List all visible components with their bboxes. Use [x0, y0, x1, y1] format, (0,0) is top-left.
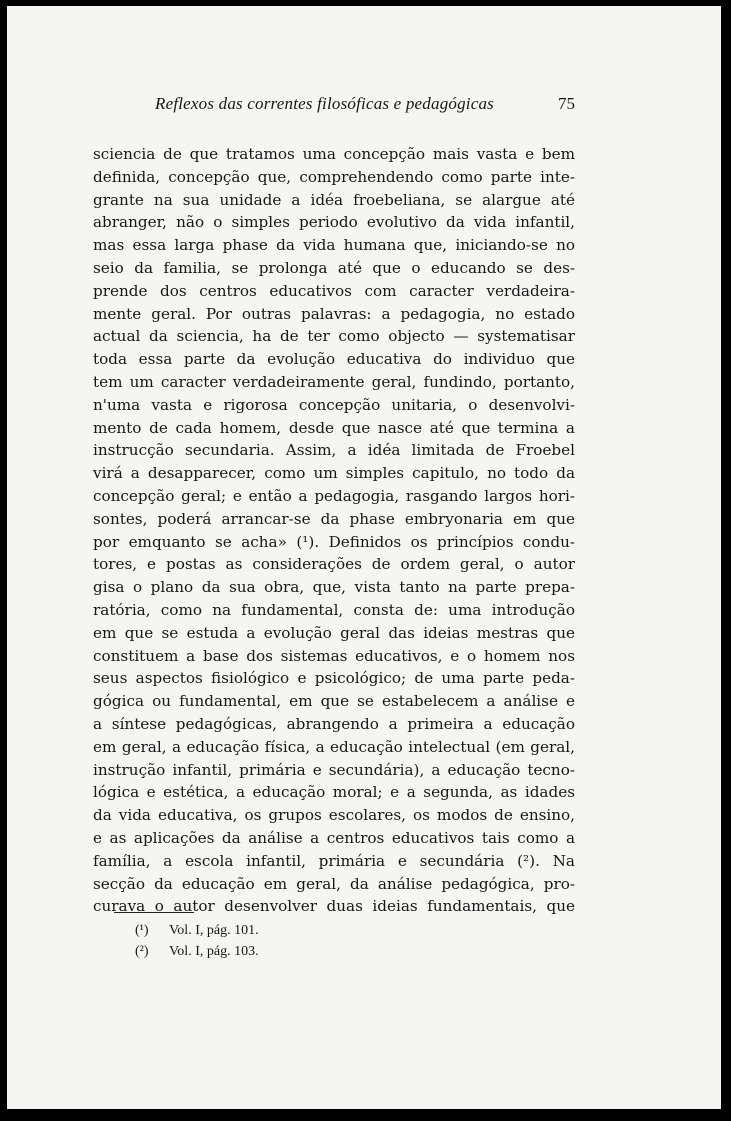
text-line: virá a desapparecer, como um simples capitulo, no todo da [93, 464, 575, 483]
book-page [7, 6, 721, 1109]
text-line: grante na sua unidade a idéa froebeliana, se alargue até [93, 190, 575, 209]
footnote-marker: (²) [135, 944, 149, 959]
footnote [135, 941, 259, 962]
footnote-text: Vol. I, pág. 103. [169, 944, 259, 959]
text-line: e as aplicações da análise a centros educativos tais como a [93, 828, 575, 847]
text-line: em geral, a educação física, a educação intelectual (em geral, [93, 737, 575, 756]
text-line: instrucção secundaria. Assim, a idéa limitada de Froebel [93, 441, 575, 460]
text-line: em que se estuda a evolução geral das ideias mestras que [93, 623, 575, 642]
text-line: da vida educativa, os grupos escolares, os modos de ensino, [93, 806, 575, 825]
footnote-marker: (¹) [135, 923, 149, 938]
running-head [93, 94, 575, 118]
text-line: a síntese pedagógicas, abrangendo a primeira a educação [93, 714, 575, 733]
footnotes [135, 920, 259, 962]
text-line: lógica e estética, a educação moral; e a segunda, as idades [93, 783, 575, 802]
body-text [93, 143, 575, 918]
text-line: gisa o plano da sua obra, que, vista tanto na parte prepa- [93, 578, 575, 597]
text-line: por emquanto se acha» (¹). Definidos os princípios condu- [93, 532, 575, 551]
page-number: 75 [558, 94, 575, 113]
text-line: actual da sciencia, ha de ter como objecto — systematisar [93, 327, 575, 346]
text-line: tores, e postas as considerações de ordem geral, o autor [93, 555, 575, 574]
text-line: n'uma vasta e rigorosa concepção unitaria, o desenvolvi- [93, 395, 575, 414]
text-line: definida, concepção que, comprehendendo como parte inte- [93, 167, 575, 186]
text-line: mente geral. Por outras palavras: a pedagogia, no estado [93, 304, 575, 323]
text-line: concepção geral; e então a pedagogia, rasgando largos hori- [93, 486, 575, 505]
text-line: gógica ou fundamental, em que se estabelecem a análise e [93, 692, 575, 711]
text-line: tem um caracter verdadeiramente geral, fundindo, portanto, [93, 372, 575, 391]
text-line: curava o autor desenvolver duas ideias fundamentais, que [93, 897, 575, 916]
text-line: toda essa parte da evolução educativa do individuo que [93, 350, 575, 369]
text-line: abranger, não o simples periodo evolutivo da vida infantil, [93, 213, 575, 232]
text-line: instrução infantil, primária e secundária), a educação tecno- [93, 760, 575, 779]
footnote-text: Vol. I, pág. 101. [169, 923, 259, 938]
running-title: Reflexos das correntes filosóficas e pedagógicas [155, 94, 494, 113]
text-line: mas essa larga phase da vida humana que, iniciando-se no [93, 236, 575, 255]
footnote-divider [114, 912, 194, 913]
text-line: seus aspectos fisiológico e psicológico; de uma parte peda- [93, 669, 575, 688]
text-line: sciencia de que tratamos uma concepção mais vasta e bem [93, 145, 575, 163]
text-line: seio da familia, se prolonga até que o educando se des- [93, 258, 575, 277]
text-line: sontes, poderá arrancar-se da phase embryonaria em que [93, 509, 575, 528]
text-line: mento de cada homem, desde que nasce até que termina a [93, 418, 575, 437]
text-line: prende dos centros educativos com caracter verdadeira- [93, 281, 575, 300]
text-line: secção da educação em geral, da análise pedagógica, pro- [93, 874, 575, 893]
text-line: constituem a base dos sistemas educativos, e o homem nos [93, 646, 575, 665]
text-line: família, a escola infantil, primária e secundária (²). Na [93, 851, 575, 870]
footnote [135, 920, 259, 941]
text-line: ratória, como na fundamental, consta de: uma introdução [93, 600, 575, 619]
